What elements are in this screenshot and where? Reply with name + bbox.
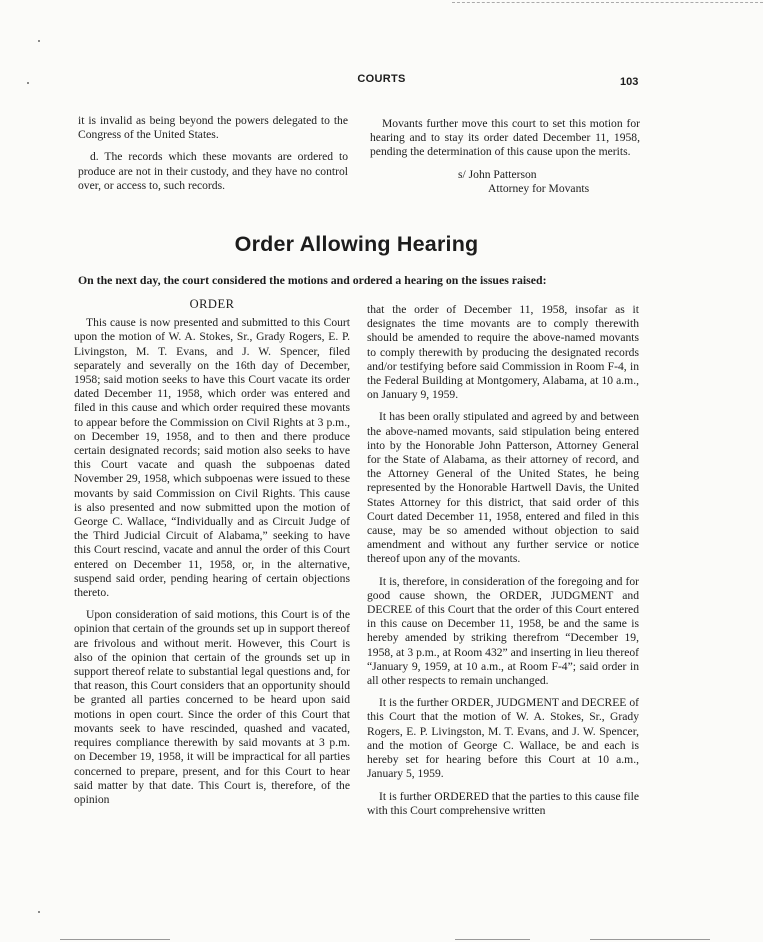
signature-block [458, 168, 640, 196]
section-intro: On the next day, the court considered the motions and ordered a hearing on the issues raised: [78, 273, 547, 287]
top-right-column [370, 117, 640, 196]
paragraph: It is the further ORDER, JUDGMENT and DECREE of this Court that the motion of W. A. Stokes, Sr., Grady Rogers, E. P. Livingston, M. T. Evans, and J. W. Spencer, and the motion of George C. Wallace, be and each is hereby set for hearing before this Court at 10 a.m., January 5, 1959. [367, 696, 639, 781]
scan-speck [38, 40, 40, 42]
scan-speck [38, 911, 40, 913]
top-left-column [78, 114, 348, 201]
scan-edge-line [590, 939, 710, 940]
paragraph: This cause is now presented and submitted to this Court upon the motion of W. A. Stokes, Sr., Grady Rogers, E. P. Livingston, M. T. Evans, and J. W. Spencer, filed separately and severally on the 16th day of December, 1958; said motion seeks to have this Court vacate its order dated December 11, 1958, which order was entered and filed in this cause and which order required these movants to appear before the Commission on Civil Rights at 3 p.m., on December 19, 1958, and to then and there produce certain designated records; said motion also seeks to have this Court vacate and quash the subpoenas dated November 29, 1958, which subpoenas were issued to these movants by said Commission on Civil Rights. This cause is also presented and now submitted upon the motion of George C. Wallace, “Individually and as Circuit Judge of the Third Judicial Circuit of Alabama,” seeking to have this Court rescind, vacate and annul the order of this Court entered on December 11, 1958, or, in the alternative, suspend said order, pending hearing of certain objections thereto. [74, 316, 350, 600]
order-left-column [74, 297, 350, 815]
paragraph: that the order of December 11, 1958, insofar as it designates the time movants are to comply therewith should be amended to require the above-named movants to comply therewith by producing the designated records and/or testifying before said Commission in Room F-4, in the Federal Building at Montgomery, Alabama, at 10 a.m., on January 9, 1959. [367, 303, 639, 402]
section-title: Order Allowing Hearing [234, 232, 479, 256]
paragraph: d. The records which these movants are ordered to produce are not in their custody, and they have no control over, or access to, such records. [78, 150, 348, 192]
signature-title: Attorney for Movants [488, 181, 590, 195]
paragraph: It is, therefore, in consideration of the foregoing and for good cause shown, the ORDER, JUDGMENT and DECREE of this Court that the order of this Court entered in this cause on December 11, 1958, be and the same is hereby amended by striking therefrom “December 19, 1958, at 3 p.m., at Room 432” and inserting in lieu thereof “January 9, 1959, at 10 a.m., at Room F-4”; said order in all other respects to remain unchanged. [367, 574, 639, 688]
paragraph: It has been orally stipulated and agreed by and between the above-named movants, said stipulation being entered into by the Honorable John Patterson, Attorney General for the State of Alabama, as their attorney of record, and the Attorney General of the United States, he being represented by the Honorable Hartwell Davis, the United States Attorney for this district, that said order of this Court dated December 11, 1958, entered and filed in this cause, may be so amended without objection to said amendment and without any further service or notice thereof upon any of the movants. [367, 410, 639, 566]
paragraph: it is invalid as being beyond the powers delegated to the Congress of the United States. [78, 114, 348, 142]
paragraph: Movants further move this court to set this motion for hearing and to stay its order dated December 11, 1958, pending the determination of this cause upon the merits. [370, 117, 640, 159]
signature: s/ John Patterson [458, 167, 537, 181]
scan-edge-line [60, 939, 170, 940]
scan-edge-line [455, 939, 530, 940]
paragraph: It is further ORDERED that the parties to this cause file with this Court comprehensive written [367, 789, 639, 817]
running-head: COURTS [357, 73, 406, 85]
page-number: 103 [620, 76, 639, 88]
order-heading: ORDER [189, 297, 235, 311]
scan-edge-dashes [452, 2, 763, 3]
paragraph: Upon consideration of said motions, this Court is of the opinion that certain of the grounds set up in support thereof are frivolous and without merit. However, this Court is also of the opinion that certain of the grounds set up in support thereof relate to substantial legal questions and, for that reason, this Court considers that an opportunity should be granted all parties concerned to be heard upon said motions in open court. Since the order of this Court that movants seek to have rescinded, quashed and vacated, requires compliance therewith by said movants at 3 p.m. on December 19, 1958, it will be impractical for all parties concerned to prepare, present, and for this Court to hear said matter by that date. This Court is, therefore, of the opinion [74, 608, 350, 806]
order-right-column [367, 303, 639, 826]
